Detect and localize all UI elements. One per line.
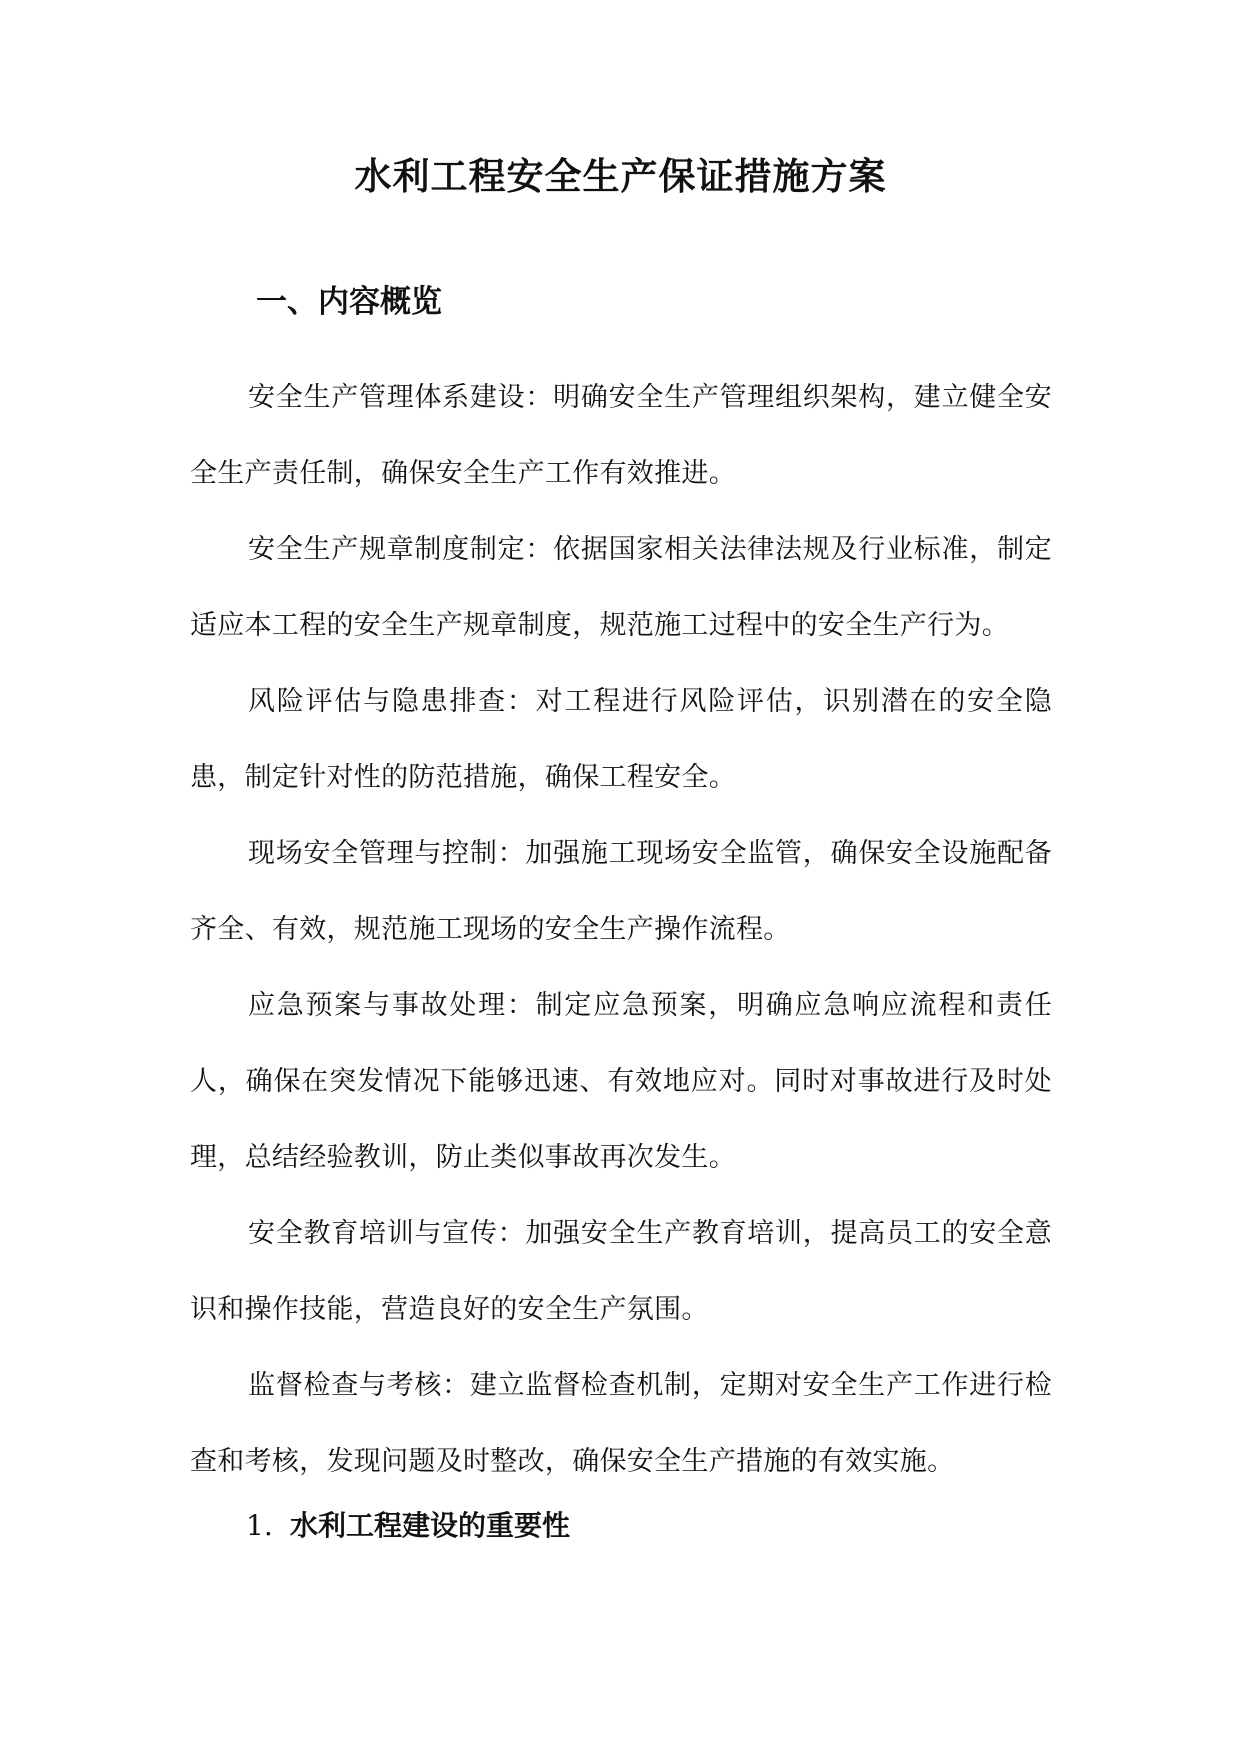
sub-heading-text: 水利工程建设的重要性: [290, 1509, 571, 1542]
paragraph-site-safety-control: 现场安全管理与控制：加强施工现场安全监管，确保安全设施配备齐全、有效，规范施工现场的安全生产操作流程。: [190, 838, 1052, 945]
paragraph-rules-and-regulations: 安全生产规章制度制定：依据国家相关法律法规及行业标准，制定适应本工程的安全生产规章制度，规范施工过程中的安全生产行为。: [190, 534, 1052, 641]
paragraph-safety-management-system: 安全生产管理体系建设：明确安全生产管理组织架构，建立健全安全生产责任制，确保安全生产工作有效推进。: [190, 382, 1052, 489]
document-title: 水利工程安全生产保证措施方案: [354, 154, 887, 198]
paragraph-risk-assessment: 风险评估与隐患排查：对工程进行风险评估，识别潜在的安全隐患，制定针对性的防范措施，确保工程安全。: [190, 686, 1052, 793]
paragraph-safety-training: 安全教育培训与宣传：加强安全生产教育培训，提高员工的安全意识和操作技能，营造良好的安全生产氛围。: [190, 1218, 1052, 1325]
paragraph-supervision-inspection: 监督检查与考核：建立监督检查机制，定期对安全生产工作进行检查和考核，发现问题及时整改，确保安全生产措施的有效实施。: [190, 1370, 1052, 1477]
section-heading: 一、内容概览: [256, 284, 442, 320]
paragraph-emergency-plan: 应急预案与事故处理：制定应急预案，明确应急响应流程和责任人，确保在突发情况下能够迅速、有效地应对。同时对事故进行及时处理，总结经验教训，防止类似事故再次发生。: [190, 990, 1052, 1173]
sub-heading-number: 1.: [246, 1509, 273, 1542]
sub-heading: [246, 1506, 570, 1546]
body-text: [190, 360, 1052, 1500]
